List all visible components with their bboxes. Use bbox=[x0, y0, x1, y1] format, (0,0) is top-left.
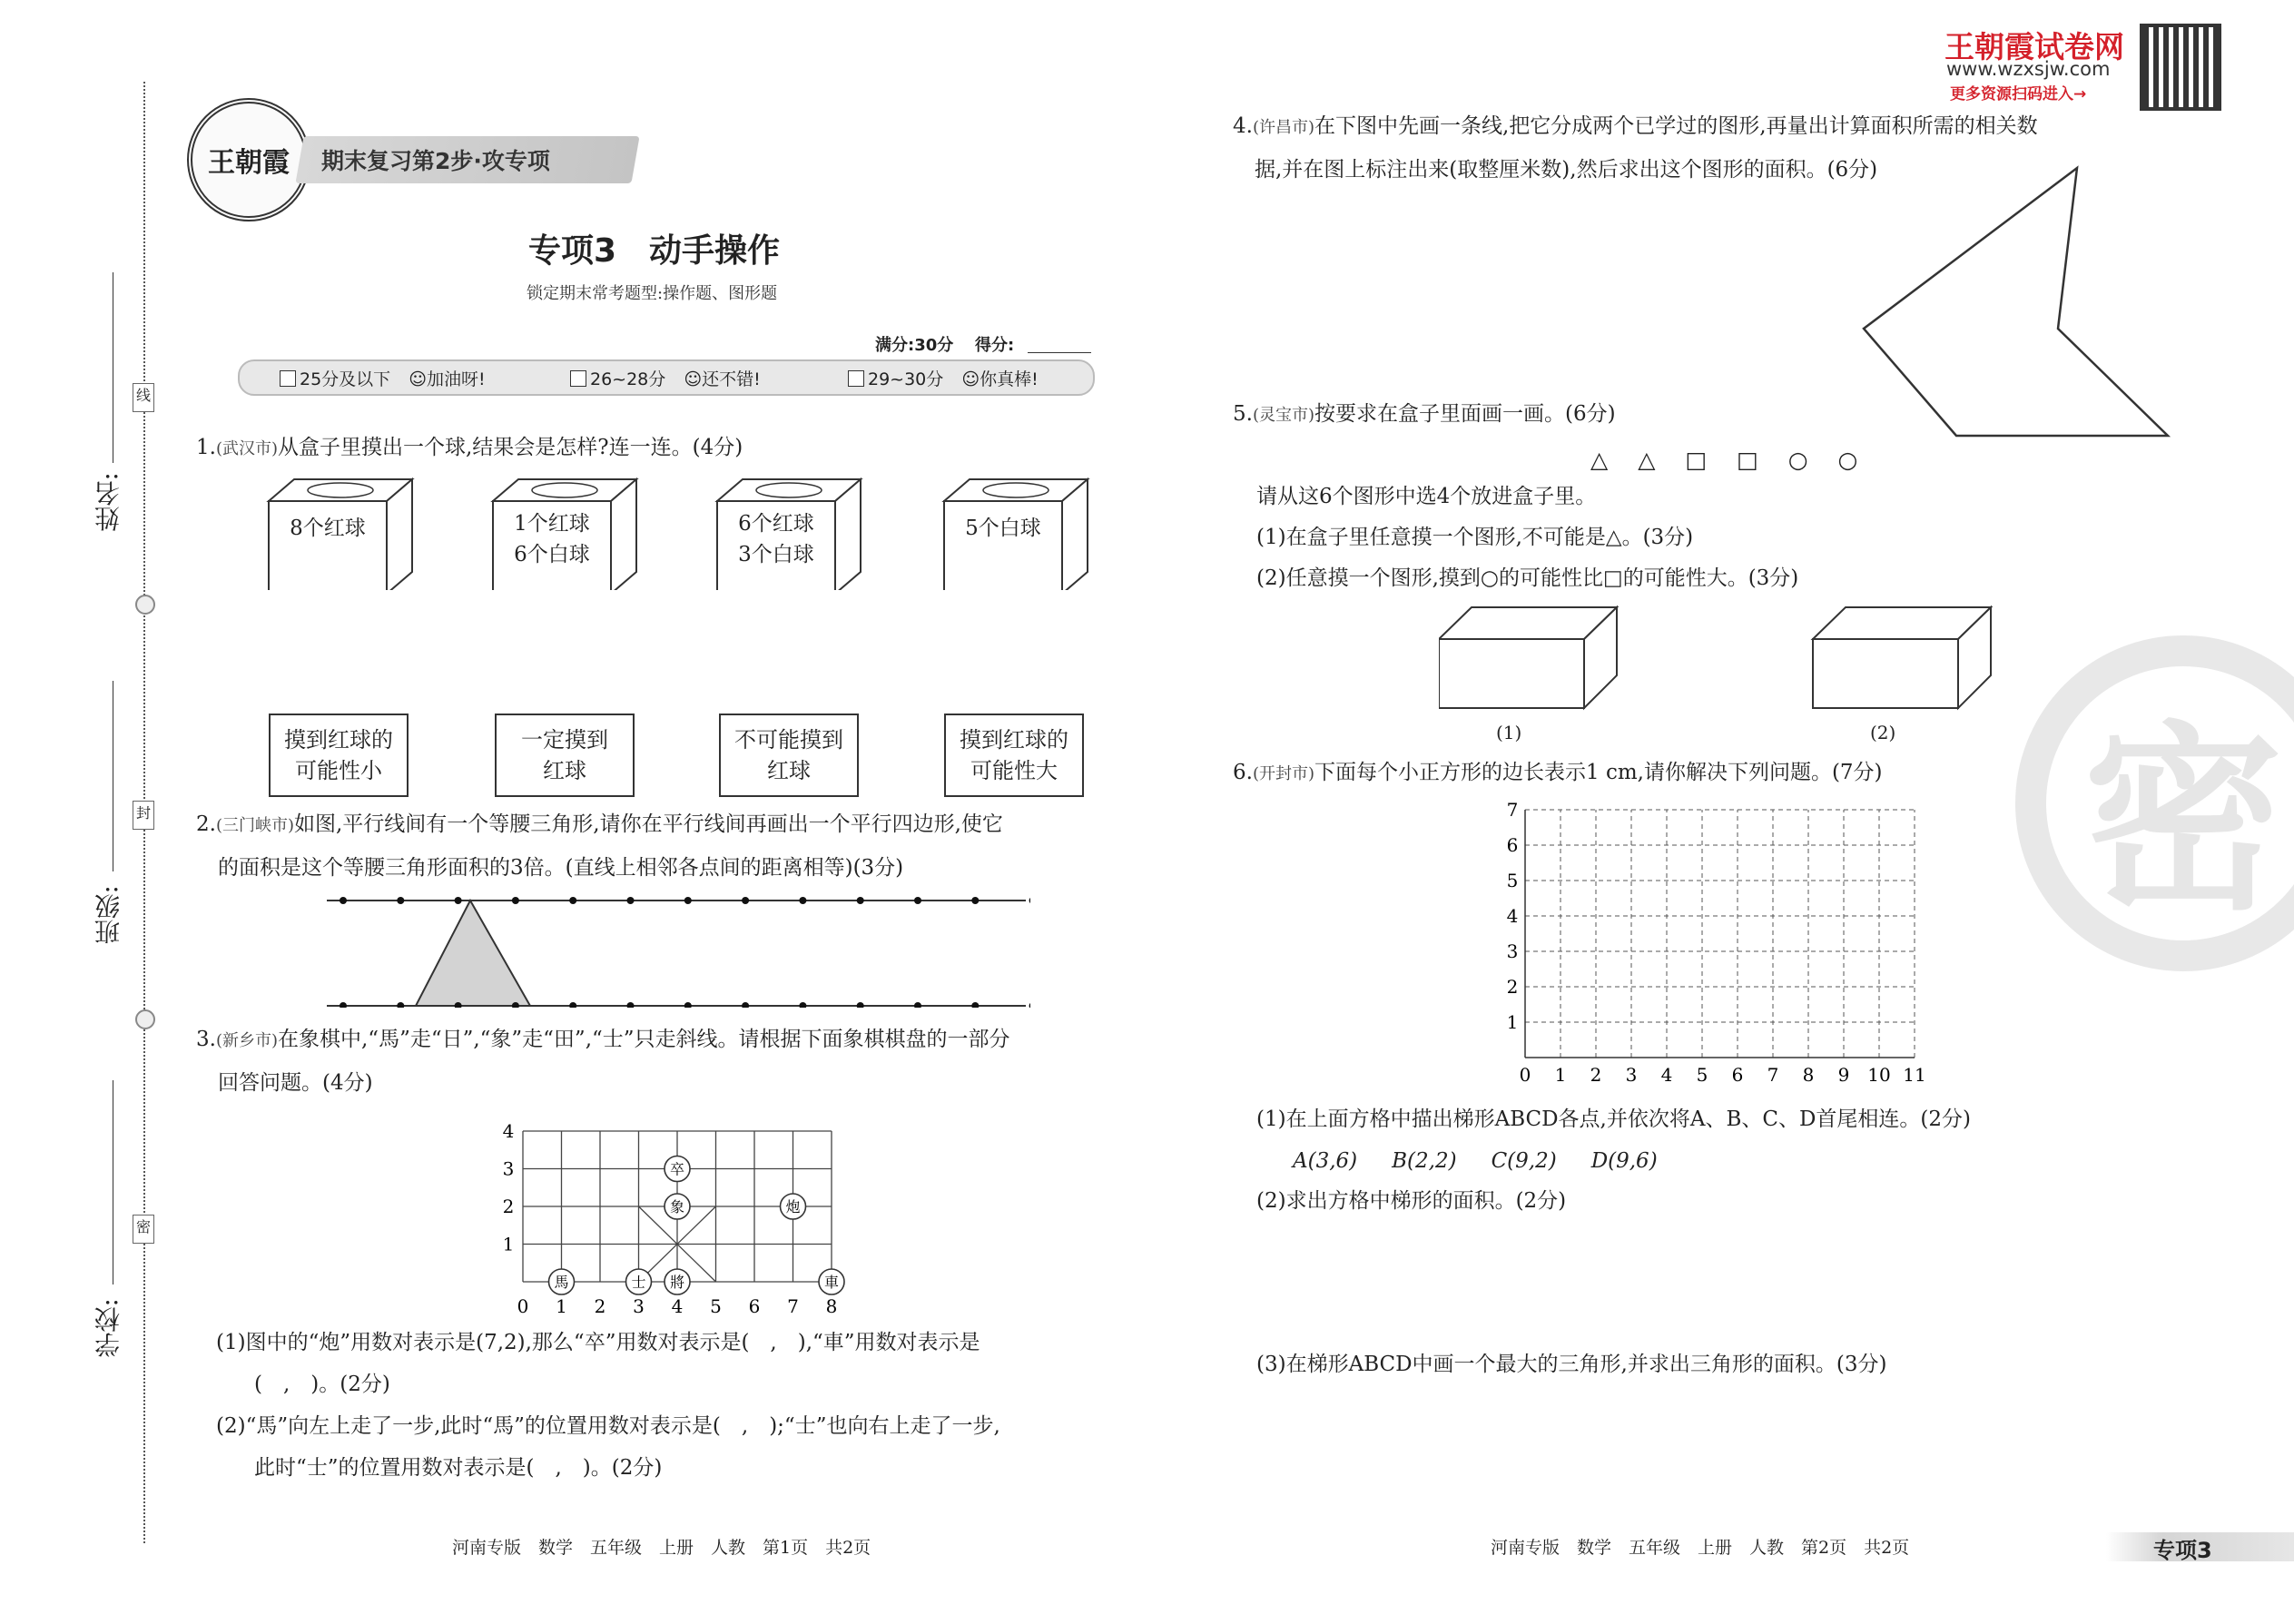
score-level-label: 26~28分 bbox=[590, 369, 666, 389]
q3-stem bbox=[196, 1026, 1158, 1097]
line-point[interactable] bbox=[971, 1002, 979, 1008]
q5-stem bbox=[1233, 400, 1616, 429]
x-tick-label: 0 bbox=[1519, 1064, 1531, 1086]
q6-stem bbox=[1233, 759, 1883, 788]
q5-box-2 bbox=[1813, 607, 1991, 708]
page-title: 专项3 动手操作 bbox=[528, 232, 781, 270]
footer-right: 河南专版 数学 五年级 上册 人教 第2页 共2页 bbox=[1491, 1538, 1910, 1558]
svg-text:卒: 卒 bbox=[669, 1160, 685, 1178]
q3-text-line1: 在象棋中,“馬”走“日”,“象”走“田”,“士”只走斜线。请根据下面象棋棋盘的一部分 bbox=[278, 1028, 1010, 1051]
checkbox[interactable] bbox=[848, 370, 864, 387]
score-level-bar bbox=[238, 359, 1095, 396]
outcome-box-4[interactable]: 摸到红球的 可能性大 bbox=[944, 714, 1084, 797]
line-point[interactable] bbox=[742, 1002, 749, 1008]
line-point[interactable] bbox=[1029, 897, 1030, 904]
q5-source: (灵宝市) bbox=[1252, 406, 1314, 425]
score-level-comment: 加油呀! bbox=[427, 369, 486, 389]
q3-sub2 bbox=[216, 1412, 1160, 1481]
brand-logo bbox=[187, 98, 310, 221]
isosceles-triangle bbox=[416, 901, 530, 1006]
seal-char-seal: 封 bbox=[133, 801, 154, 830]
y-tick-label: 4 bbox=[1506, 905, 1519, 927]
svg-text:士: 士 bbox=[631, 1274, 646, 1291]
q3-sub2-line2: 此时“士”的位置用数对表示是( , )。(2分) bbox=[254, 1456, 663, 1480]
emoji-icon: ☺ bbox=[409, 369, 428, 389]
class-label: 班级: bbox=[94, 885, 123, 945]
svg-text:車: 車 bbox=[823, 1274, 840, 1291]
chess-piece[interactable] bbox=[665, 1269, 690, 1294]
q6-sub1: (1)在上面方格中描出梯形ABCD各点,并依次将A、B、C、D首尾相连。(2分) bbox=[1256, 1107, 1971, 1131]
svg-text:將: 將 bbox=[669, 1274, 685, 1291]
footer-tab: 专项3 bbox=[2153, 1538, 2212, 1563]
q2-source: (三门峡市) bbox=[215, 816, 294, 835]
school-label: 学校: bbox=[94, 1298, 123, 1358]
outcome-box-1[interactable]: 摸到红球的 可能性小 bbox=[269, 714, 409, 797]
name-label: 姓名: bbox=[94, 472, 123, 532]
ball-box-4-label: 5个白球 bbox=[965, 517, 1041, 540]
q5-shapes: △ △ □ □ ○ ○ bbox=[1590, 447, 1862, 473]
q6-text: 下面每个小正方形的边长表示1 cm,请你解决下列问题。(7分) bbox=[1314, 761, 1883, 784]
q5-box-2-label: (2) bbox=[1870, 722, 1896, 743]
y-tick-label: 5 bbox=[1506, 870, 1519, 891]
chess-board[interactable] bbox=[490, 1109, 853, 1318]
y-tick-label: 3 bbox=[1506, 940, 1519, 962]
site-url[interactable]: www.wzxsjw.com bbox=[1946, 58, 2111, 80]
secret-watermark: 密 bbox=[2015, 635, 2294, 971]
q5-box-1-label: (1) bbox=[1496, 722, 1522, 743]
score-level-label: 25分及以下 bbox=[300, 369, 391, 389]
x-tick-label: 3 bbox=[633, 1295, 645, 1317]
q3-sub2-line1: (2)“馬”向左上走了一步,此时“馬”的位置用数对表示是( , );“士”也向右上走了一步, bbox=[216, 1414, 1000, 1438]
score-level-2[interactable] bbox=[570, 366, 761, 390]
ball-box-1-label: 8个红球 bbox=[290, 517, 366, 540]
q3-sub1 bbox=[216, 1329, 1160, 1398]
point-c: C(9,2) bbox=[1491, 1149, 1557, 1173]
line-point[interactable] bbox=[627, 897, 635, 904]
full-score: 满分:30分 bbox=[875, 336, 954, 355]
x-tick-label: 6 bbox=[748, 1295, 761, 1317]
q6-number: 6. bbox=[1233, 761, 1253, 784]
q3-number: 3. bbox=[196, 1028, 216, 1051]
q6-grid[interactable] bbox=[1489, 799, 1943, 1098]
x-tick-label: 9 bbox=[1837, 1064, 1850, 1086]
emoji-icon: ☺ bbox=[684, 369, 703, 389]
q5-sub1: (1)在盒子里任意摸一个图形,不可能是△。(3分) bbox=[1256, 526, 1694, 549]
q6-source: (开封市) bbox=[1252, 764, 1314, 783]
site-hint: 更多资源扫码进入→ bbox=[1950, 85, 2087, 103]
q4-text-line1: 在下图中先画一条线,把它分成两个已学过的图形,再量出计算面积所需的相关数 bbox=[1314, 114, 2038, 138]
q3-sub1-line2: ( , )。(2分) bbox=[254, 1373, 390, 1396]
seal-char-secret: 密 bbox=[133, 1215, 154, 1244]
line-point[interactable] bbox=[569, 897, 576, 904]
q5-number: 5. bbox=[1233, 402, 1253, 426]
q4-pentagon-figure[interactable] bbox=[1852, 163, 2179, 445]
q4-number: 4. bbox=[1233, 114, 1253, 138]
y-tick-label: 4 bbox=[502, 1120, 515, 1142]
line-point[interactable] bbox=[684, 897, 692, 904]
checkbox[interactable] bbox=[570, 370, 586, 387]
x-tick-label: 4 bbox=[1660, 1064, 1673, 1086]
q2-text-line1: 如图,平行线间有一个等腰三角形,请你在平行线间再画出一个平行四边形,使它 bbox=[294, 812, 1003, 836]
q2-text-line2: 的面积是这个等腰三角形面积的3倍。(直线上相邻各点间的距离相等)(3分) bbox=[218, 856, 904, 880]
y-tick-label: 6 bbox=[1506, 834, 1519, 856]
line-point[interactable] bbox=[340, 1002, 347, 1008]
score-label: 得分: bbox=[975, 336, 1015, 355]
line-point[interactable] bbox=[455, 897, 462, 904]
score-level-label: 29~30分 bbox=[868, 369, 944, 389]
line-point[interactable] bbox=[914, 897, 921, 904]
brand-logo-text: 王朝霞 bbox=[208, 147, 290, 179]
q1-source: (武汉市) bbox=[215, 439, 278, 458]
point-a: A(3,6) bbox=[1293, 1149, 1358, 1173]
line-point[interactable] bbox=[742, 897, 749, 904]
q4-text-line2: 据,并在图上标注出来(取整厘米数),然后求出这个图形的面积。(6分) bbox=[1255, 158, 1878, 182]
q2-number: 2. bbox=[196, 812, 216, 836]
x-tick-label: 5 bbox=[1696, 1064, 1708, 1086]
score-level-comment: 你真棒! bbox=[980, 369, 1039, 389]
x-tick-label: 7 bbox=[787, 1295, 799, 1317]
chess-piece[interactable] bbox=[665, 1194, 690, 1219]
q5-box-1 bbox=[1439, 607, 1617, 708]
x-tick-label: 10 bbox=[1867, 1064, 1891, 1086]
line-point[interactable] bbox=[627, 1002, 635, 1008]
line-point[interactable] bbox=[512, 897, 519, 904]
q4-source: (许昌市) bbox=[1252, 118, 1314, 137]
line-point[interactable] bbox=[684, 1002, 692, 1008]
x-tick-label: 7 bbox=[1767, 1064, 1779, 1086]
line-point[interactable] bbox=[971, 897, 979, 904]
qr-code-icon[interactable] bbox=[2140, 24, 2221, 111]
checkbox[interactable] bbox=[280, 370, 296, 387]
q1-text: 从盒子里摸出一个球,结果会是怎样?连一连。(4分) bbox=[278, 436, 743, 459]
q1-number: 1. bbox=[196, 436, 216, 459]
x-tick-label: 3 bbox=[1625, 1064, 1638, 1086]
x-tick-label: 1 bbox=[556, 1295, 567, 1317]
score-level-1[interactable] bbox=[280, 366, 486, 390]
line-point[interactable] bbox=[569, 1002, 576, 1008]
y-tick-label: 2 bbox=[502, 1196, 515, 1217]
line-point[interactable] bbox=[857, 1002, 864, 1008]
x-tick-label: 2 bbox=[1590, 1064, 1602, 1086]
point-d: D(9,6) bbox=[1590, 1149, 1658, 1173]
q3-source: (新乡市) bbox=[215, 1031, 278, 1050]
chess-piece[interactable] bbox=[819, 1269, 844, 1294]
binding-ring-1 bbox=[135, 595, 155, 615]
q2-parallel-lines[interactable] bbox=[322, 890, 1030, 1008]
q5-sub2: (2)任意摸一个图形,摸到○的可能性比□的可能性大。(3分) bbox=[1256, 566, 1799, 590]
x-tick-label: 1 bbox=[1554, 1064, 1567, 1086]
q6-sub2: (2)求出方格中梯形的面积。(2分) bbox=[1256, 1189, 1567, 1213]
page-subtitle: 锁定期末常考题型:操作题、图形题 bbox=[527, 284, 778, 303]
ball-box-2-label: 1个红球 6个白球 bbox=[514, 512, 590, 566]
y-tick-label: 1 bbox=[1506, 1011, 1519, 1033]
q6-points bbox=[1293, 1147, 1658, 1175]
x-tick-label: 8 bbox=[1802, 1064, 1815, 1086]
line-point[interactable] bbox=[857, 897, 864, 904]
y-tick-label: 3 bbox=[502, 1157, 515, 1180]
chess-piece[interactable] bbox=[781, 1194, 806, 1219]
section-banner-text: 期末复习第2步·攻专项 bbox=[321, 148, 550, 174]
line-point[interactable] bbox=[1029, 1002, 1030, 1008]
ball-box-3-label: 6个红球 3个白球 bbox=[738, 512, 814, 566]
x-tick-label: 8 bbox=[825, 1295, 838, 1317]
line-point[interactable] bbox=[914, 1002, 921, 1008]
line-point[interactable] bbox=[340, 897, 347, 904]
q2-stem bbox=[196, 811, 1158, 881]
y-tick-label: 7 bbox=[1506, 799, 1519, 821]
svg-text:馬: 馬 bbox=[554, 1274, 569, 1291]
x-tick-label: 5 bbox=[710, 1295, 722, 1317]
x-tick-label: 4 bbox=[671, 1295, 684, 1317]
outcome-box-2[interactable]: 一定摸到 红球 bbox=[495, 714, 635, 797]
chess-piece[interactable] bbox=[665, 1156, 690, 1182]
emoji-icon: ☺ bbox=[961, 369, 980, 389]
line-point[interactable] bbox=[799, 1002, 806, 1008]
q1-stem bbox=[196, 434, 743, 463]
x-tick-label: 0 bbox=[517, 1295, 529, 1317]
outcome-box-3[interactable]: 不可能摸到 红球 bbox=[719, 714, 859, 797]
footer-left: 河南专版 数学 五年级 上册 人教 第1页 共2页 bbox=[452, 1538, 871, 1558]
q3-text-line2: 回答问题。(4分) bbox=[218, 1071, 373, 1095]
x-tick-label: 6 bbox=[1731, 1064, 1744, 1086]
svg-text:炮: 炮 bbox=[785, 1198, 801, 1216]
svg-text:象: 象 bbox=[669, 1198, 685, 1216]
x-tick-label: 2 bbox=[594, 1295, 606, 1317]
q5-boxes[interactable] bbox=[1439, 605, 1993, 714]
y-tick-label: 1 bbox=[502, 1233, 515, 1255]
site-name[interactable]: 王朝霞试卷网 bbox=[1944, 29, 2124, 64]
line-point[interactable] bbox=[397, 897, 404, 904]
score-level-3[interactable] bbox=[848, 366, 1039, 390]
binding-ring-2 bbox=[135, 1009, 155, 1029]
x-tick-label: 11 bbox=[1903, 1064, 1926, 1086]
y-tick-label: 2 bbox=[1506, 976, 1519, 998]
q5-text: 按要求在盒子里面画一画。(6分) bbox=[1314, 402, 1616, 426]
point-b: B(2,2) bbox=[1392, 1149, 1457, 1173]
line-point[interactable] bbox=[799, 897, 806, 904]
chess-piece[interactable] bbox=[549, 1269, 575, 1294]
score-input[interactable] bbox=[1028, 352, 1091, 353]
seal-char-line: 线 bbox=[133, 383, 154, 412]
score-level-comment: 还不错! bbox=[702, 369, 761, 389]
line-point[interactable] bbox=[397, 1002, 404, 1008]
chess-piece[interactable] bbox=[626, 1269, 652, 1294]
q5-intro: 请从这6个图形中选4个放进盒子里。 bbox=[1256, 485, 1597, 508]
q3-sub1-line1: (1)图中的“炮”用数对表示是(7,2),那么“卒”用数对表示是( , ),“車”用数对表示是 bbox=[216, 1331, 980, 1354]
q6-sub3: (3)在梯形ABCD中画一个最大的三角形,并求出三角形的面积。(3分) bbox=[1256, 1353, 1887, 1376]
